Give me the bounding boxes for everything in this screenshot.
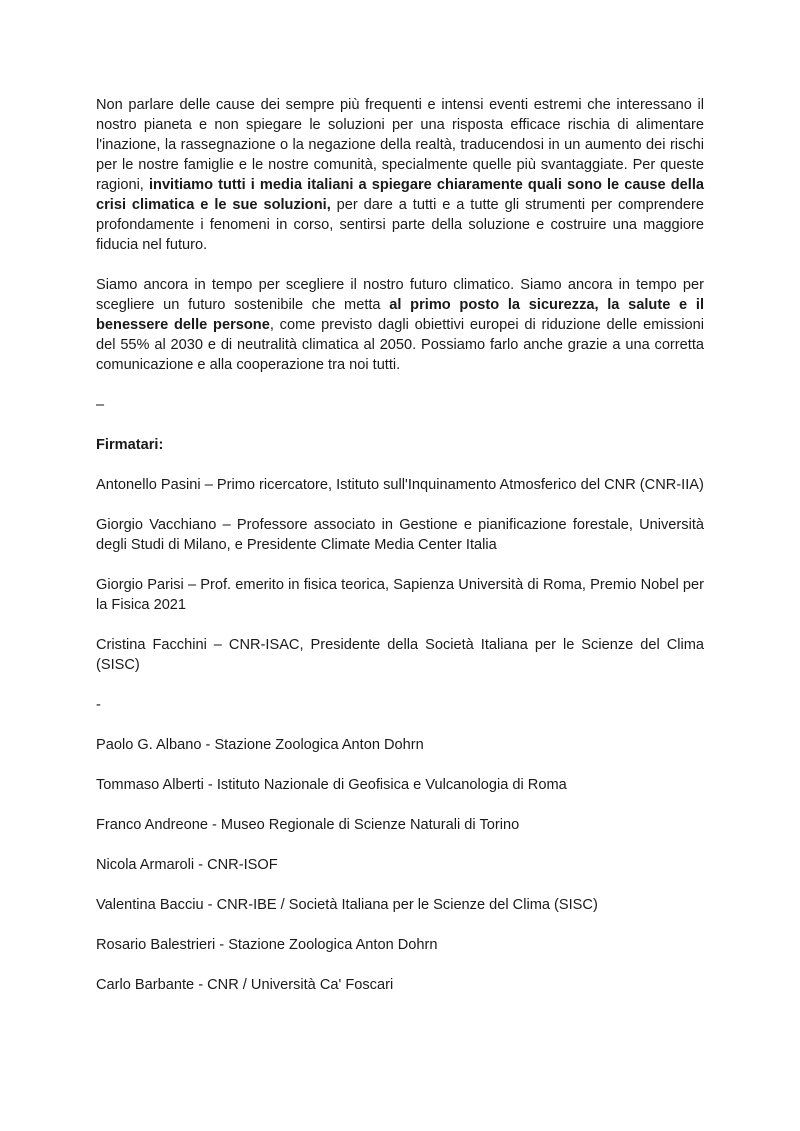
- paragraph-future-text-after: , come previsto dagli obiettivi europei di riduzione delle emissioni del 55% al 2030 e di neutralità climatica al 2050. Possiamo farlo anche grazie a una corretta comunicazione e alla cooperazione tra noi tutti.: [96, 317, 704, 373]
- signatories-heading: Firmatari:: [96, 437, 164, 453]
- signatory-entry: Tommaso Alberti - Istituto Nazionale di Geofisica e Vulcanologia di Roma: [96, 777, 567, 793]
- lead-signatory-entry: Giorgio Parisi – Prof. emerito in fisica teorica, Sapienza Università di Roma, Premio Nobel per la Fisica 2021: [96, 577, 704, 613]
- lead-signatory-entry: Cristina Facchini – CNR-ISAC, Presidente della Società Italiana per le Scienze del Clima (SISC): [96, 637, 704, 673]
- signatory-entry: Nicola Armaroli - CNR-ISOF: [96, 857, 278, 873]
- paragraph-future: [96, 275, 704, 375]
- paragraph-intro-bold-emphasis: invitiamo tutti i media italiani a spiegare chiaramente quali sono le cause della crisi climatica e le sue soluzioni,: [96, 177, 704, 213]
- paragraph-future-bold-emphasis: al primo posto la sicurezza, la salute e il benessere delle persone: [96, 297, 704, 333]
- lead-signatory-entry: Giorgio Vacchiano – Professore associato in Gestione e pianificazione forestale, Università degli Studi di Milano, e Presidente Climate Media Center Italia: [96, 517, 704, 553]
- signatory-entry: Valentina Bacciu - CNR-IBE / Società Italiana per le Scienze del Clima (SISC): [96, 897, 598, 913]
- paragraph-intro-text-after: per dare a tutti e a tutte gli strumenti per comprendere profondamente i fenomeni in corso, sentirsi parte della soluzione e costruire una maggiore fiducia nel futuro.: [96, 197, 704, 253]
- signatory-entry: Paolo G. Albano - Stazione Zoologica Anton Dohrn: [96, 737, 424, 753]
- separator-dash-top: –: [96, 397, 105, 413]
- signatory-entry: Rosario Balestrieri - Stazione Zoologica Anton Dohrn: [96, 937, 438, 953]
- paragraph-intro-text: Non parlare delle cause dei sempre più frequenti e intensi eventi estremi che interessano il nostro pianeta e non spiegare le soluzioni per una risposta efficace rischia di alimentare l'inazione, la rassegnazione o la negazione della realtà, traducendosi in un aumento dei rischi per le nostre famiglie e le nostre comunità, specialmente quelle più svantaggiate. Per queste ragioni,: [96, 97, 704, 193]
- lead-signatory-entry: Antonello Pasini – Primo ricercatore, Istituto sull'Inquinamento Atmosferico del CNR (CNR-IIA): [96, 477, 704, 493]
- separator-dash-list: -: [96, 697, 101, 713]
- paragraph-intro: [96, 95, 704, 255]
- signatory-entry: Carlo Barbante - CNR / Università Ca' Foscari: [96, 977, 394, 993]
- signatory-entry: Franco Andreone - Museo Regionale di Scienze Naturali di Torino: [96, 817, 520, 833]
- paragraph-future-text: Siamo ancora in tempo per scegliere il nostro futuro climatico. Siamo ancora in tempo per scegliere un futuro sostenibile che metta: [96, 277, 704, 313]
